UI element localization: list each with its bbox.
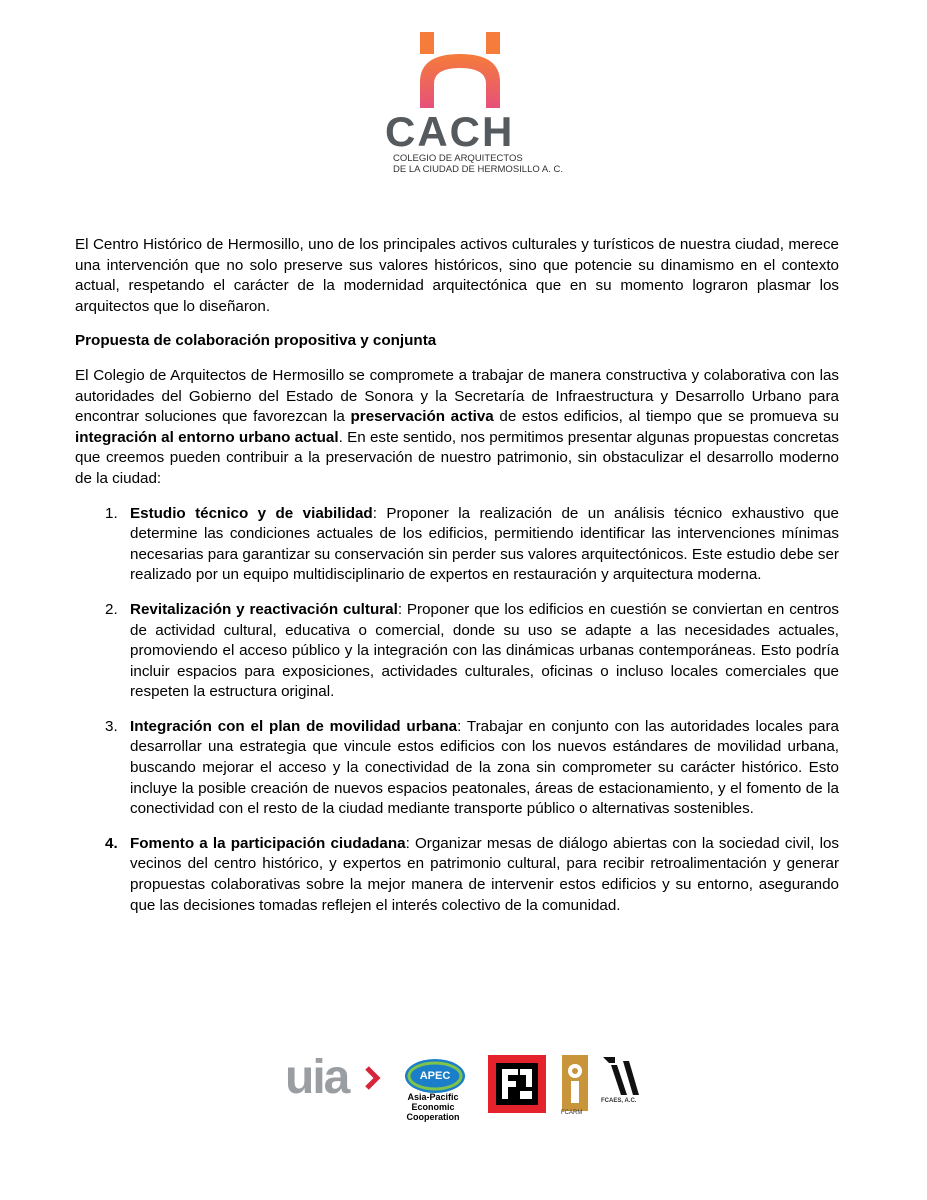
- list-item: [75, 504, 839, 586]
- list-number: 1.: [105, 504, 118, 522]
- item-text: : Proponer que los edificios en cuestión se conviertan en centros de actividad cultural, educativa o comercial, donde su uso se adapte a las necesidades actuales, promoviendo el acceso público y la integración con las dinámicas urbanas contemporáneas. Esto podría incluir espacios para exposiciones, actividades culturales, oficinas o incluso locales comerciales que respeten la estructura original.: [130, 600, 839, 701]
- logo-wordmark: CACH: [385, 108, 515, 155]
- fcarm-logo-icon: [560, 1055, 590, 1111]
- collaboration-paragraph: [75, 366, 839, 490]
- logo-subtitle: [393, 153, 563, 175]
- fcarm-label: FCARM: [561, 1110, 583, 1116]
- para-text-3: . En este sentido, nos permitimos presentar algunas propuestas concretas que creemos pueden contribuir a la preservación de nuestro patrimonio, sin obstaculizar el desarrollo moderno de la ciudad:: [75, 428, 839, 487]
- item-text: : Proponer la realización de un análisis técnico exhaustivo que determine las condiciones actuales de los edificios, permitiendo identificar las intervenciones mínimas necesarias para garantizar su conservación sin perder sus valores arquitectónicos. Este estudio debe ser realizado por un equipo multidisciplinario de expertos en restauración y arquitectura moderna.: [130, 504, 839, 584]
- item-text: : Trabajar en conjunto con las autoridades locales para desarrollar una estrategia que vincule estos edificios con los nuevos estándares de movilidad urbana, buscando mejorar el acceso y la conectividad de la zona sin comprometer su carácter histórico. Esto incluye la posible creación de nuevos espacios peatonales, áreas de estacionamiento, y el fomento de la conectividad con el resto de la ciudad mediante transporte público o alternativas sostenibles.: [130, 717, 840, 818]
- logo-subtitle-line1: COLEGIO DE ARQUITECTOS: [393, 153, 523, 164]
- intro-paragraph: El Centro Histórico de Hermosillo, uno de los principales activos culturales y turísticos de nuestra ciudad, merece una intervención que no solo preserve sus valores históricos, sino que potencie su dinamismo en el contexto actual, respetando el carácter de la modernidad arquitectónica que en su momento lograron plasmar los arquitectos que lo diseñaron.: [75, 236, 839, 315]
- para-bold-2: integración al entorno urbano actual: [75, 428, 339, 446]
- list-item: [75, 600, 839, 703]
- item-title: Revitalización y reactivación cultural: [130, 600, 398, 618]
- item-title: Fomento a la participación ciudadana: [130, 834, 406, 852]
- fcaes-label: FCAES, A.C.: [601, 1098, 637, 1104]
- para-text-2: de estos edificios, al tiempo que se promueva su: [493, 408, 839, 426]
- list-item: [75, 834, 839, 916]
- para-text-1: El Colegio de Arquitectos de Hermosillo se compromete a trabajar de manera constructiva y colaborativa con las autoridades del Gobierno del Estado de Sonora y la Secretaría de Infraestructura y Desarrollo Urbano para encontrar soluciones que favorezcan la: [75, 366, 839, 426]
- list-number: 4.: [105, 834, 118, 852]
- fcaes-logo-icon: [601, 1055, 641, 1097]
- apec-logo-icon: [403, 1058, 467, 1094]
- list-number: 3.: [105, 717, 118, 735]
- list-item: [75, 717, 839, 820]
- apec-line2: Economic Cooperation: [406, 1102, 460, 1122]
- logo-subtitle-line2: DE LA CIUDAD DE HERMOSILLO A. C.: [393, 164, 563, 175]
- partner-logos: [285, 1050, 645, 1120]
- apec-line1: Asia-Pacific: [407, 1092, 459, 1102]
- list-number: 2.: [105, 600, 118, 618]
- letter-body: [75, 235, 839, 930]
- uia-logo: uia: [285, 1051, 349, 1104]
- para-bold-1: preservación activa: [350, 408, 494, 426]
- section-heading: Propuesta de colaboración propositiva y conjunta: [75, 332, 437, 350]
- apec-badge-text: APEC: [419, 1070, 451, 1082]
- item-title: Estudio técnico y de viabilidad: [130, 504, 373, 522]
- apec-caption: [388, 1092, 478, 1122]
- item-text: : Organizar mesas de diálogo abiertas con la sociedad civil, los vecinos del centro histórico, y expertos en patrimonio cultural, para recibir retroalimentación y generar propuestas colaborativas sobre la mejor manera de intervenir estos edificios y su entorno, asegurando que las decisiones tomadas reflejen el interés colectivo de la comunidad.: [130, 834, 839, 914]
- item-title: Integración con el plan de movilidad urbana: [130, 717, 458, 735]
- uia-chevron-icon: [365, 1066, 381, 1090]
- fp-logo-icon: [488, 1055, 546, 1113]
- proposal-list: [75, 504, 839, 917]
